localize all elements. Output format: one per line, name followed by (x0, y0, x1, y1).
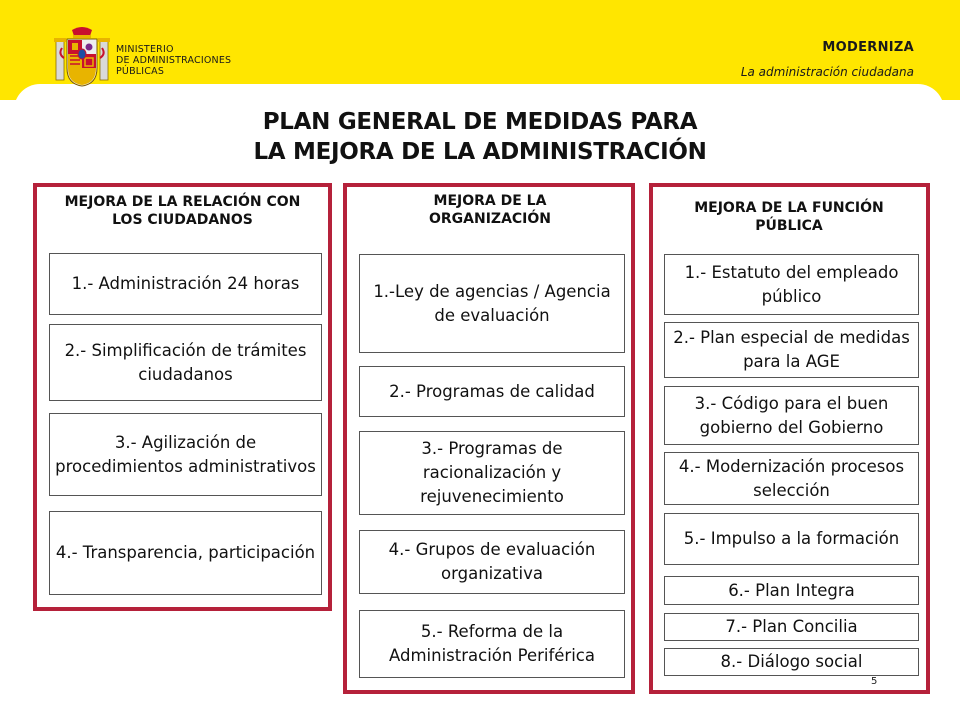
page-title (0, 107, 960, 167)
citizens-item-4: 4.- Transparencia, participación (49, 511, 322, 595)
column-public-service-heading: MEJORA DE LA FUNCIÓN PÚBLICA (694, 200, 884, 234)
ministry-line-1: MINISTERIO (116, 44, 174, 55)
coat-of-arms-logo (54, 26, 110, 88)
citizens-item-3: 3.- Agilización de procedimientos administrativos (49, 413, 322, 496)
page-title-line-2: LA MEJORA DE LA ADMINISTRACIÓN (253, 139, 707, 165)
page-number: 5 (871, 676, 878, 687)
ministry-line-2: DE ADMINISTRACIONES (116, 55, 232, 66)
brand-title: MODERNIZA (822, 40, 914, 55)
public-service-item-8: 8.- Diálogo social (664, 648, 919, 676)
public-service-item-2: 2.- Plan especial de medidas para la AGE (664, 322, 919, 378)
public-service-item-3: 3.- Código para el buen gobierno del Gobierno (664, 386, 919, 445)
public-service-item-4: 4.- Modernización procesos selección (664, 452, 919, 505)
citizens-item-1: 1.- Administración 24 horas (49, 253, 322, 315)
organization-item-4: 4.- Grupos de evaluación organizativa (359, 530, 625, 594)
column-organization-heading: MEJORA DE LA ORGANIZACIÓN (428, 193, 552, 227)
page-title-line-1: PLAN GENERAL DE MEDIDAS PARA (262, 109, 698, 135)
organization-item-5: 5.- Reforma de la Administración Periférica (359, 610, 625, 678)
public-service-item-6: 6.- Plan Integra (664, 576, 919, 605)
ministry-name (116, 44, 231, 77)
organization-item-3: 3.- Programas de racionalización y rejuvenecimiento (359, 431, 625, 515)
citizens-item-2: 2.- Simplificación de trámites ciudadanos (49, 324, 322, 401)
organization-item-1: 1.-Ley de agencias / Agencia de evaluación (359, 254, 625, 353)
column-citizens-heading: MEJORA DE LA RELACIÓN CON LOS CIUDADANOS (64, 194, 301, 228)
ministry-line-3: PÚBLICAS (116, 66, 165, 77)
public-service-item-7: 7.- Plan Concilia (664, 613, 919, 641)
brand-tagline: La administración ciudadana (740, 65, 914, 79)
public-service-item-1: 1.- Estatuto del empleado público (664, 254, 919, 315)
public-service-item-5: 5.- Impulso a la formación (664, 513, 919, 565)
brand-block (741, 40, 914, 79)
organization-item-2: 2.- Programas de calidad (359, 366, 625, 417)
